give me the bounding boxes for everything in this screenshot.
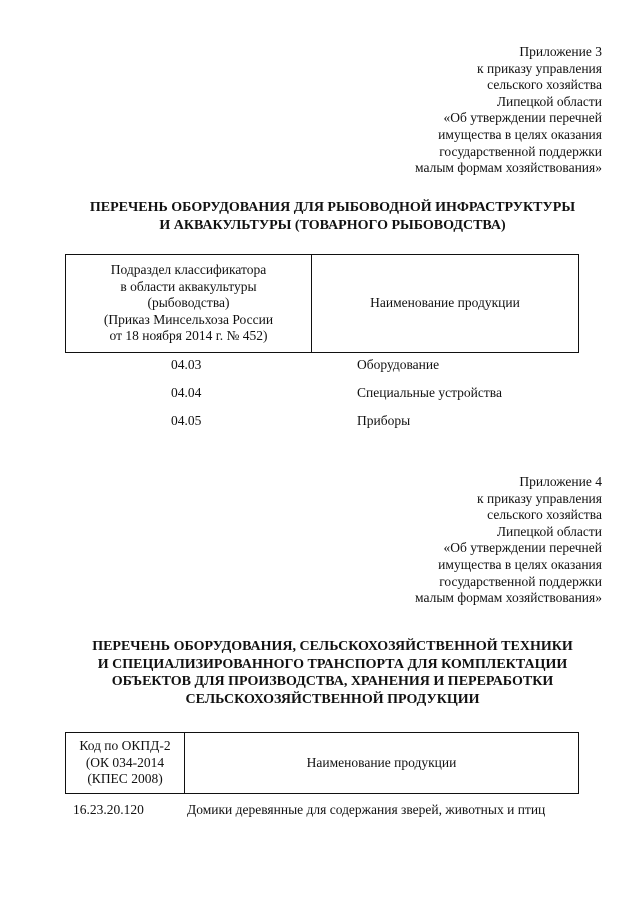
appendix-4-line: государственной поддержки xyxy=(439,573,602,589)
table-1-header-product-name: Наименование продукции xyxy=(312,255,579,353)
list-2-title-line: ОБЪЕКТОВ ДЛЯ ПРОИЗВОДСТВА, ХРАНЕНИЯ И ПЕРЕРАБОТКИ xyxy=(111,674,554,689)
header-line: от 18 ноября 2014 г. № 452) xyxy=(109,328,268,344)
table-2-header-product-name: Наименование продукции xyxy=(185,733,579,794)
list-2-title-line: И СПЕЦИАЛИЗИРОВАННОГО ТРАНСПОРТА ДЛЯ КОМПЛЕКТАЦИИ xyxy=(97,656,568,672)
list-1-title-line: И АКВАКУЛЬТУРЫ (ТОВАРНОГО РЫБОВОДСТВА) xyxy=(159,217,506,233)
list-1-title xyxy=(40,199,625,234)
table-2-header-okpd-code xyxy=(66,733,185,794)
list-2-title-line: СЕЛЬСКОХОЗЯЙСТВЕННОЙ ПРОДУКЦИИ xyxy=(185,691,480,707)
list-2-title xyxy=(40,638,625,708)
row-name: Оборудование xyxy=(357,357,440,372)
appendix-3-line: Липецкой области xyxy=(496,93,602,109)
appendix-3-line: «Об утверждении перечней xyxy=(443,110,602,126)
appendix-3-header xyxy=(415,44,602,177)
header-line: Подраздел классификатора xyxy=(110,262,267,278)
header-line: в области аквакультуры xyxy=(120,278,257,294)
appendix-3-line: Приложение 3 xyxy=(519,44,602,59)
appendix-3-line: государственной поддержки xyxy=(439,143,602,159)
appendix-4-line: к приказу управления xyxy=(477,490,602,506)
table-2-header xyxy=(65,732,579,794)
appendix-3-line: имущества в целях оказания xyxy=(438,126,602,142)
header-line: (КПЕС 2008) xyxy=(87,771,163,787)
table-1-header-classifier xyxy=(66,255,312,353)
appendix-4-line: Липецкой области xyxy=(496,523,602,539)
row-code: 04.05 xyxy=(171,413,202,428)
list-2-title-line: ПЕРЕЧЕНЬ ОБОРУДОВАНИЯ, СЕЛЬСКОХОЗЯЙСТВЕННОЙ ТЕХНИКИ xyxy=(92,639,573,654)
appendix-3-line: малым формам хозяйствования» xyxy=(415,160,602,176)
row-code: 04.04 xyxy=(171,385,202,400)
appendix-3-line: сельского хозяйства xyxy=(487,77,602,93)
list-1-title-line: ПЕРЕЧЕНЬ ОБОРУДОВАНИЯ ДЛЯ РЫБОВОДНОЙ ИНФРАСТРУКТУРЫ xyxy=(89,200,576,215)
appendix-4-header xyxy=(415,474,602,607)
row-code: 04.03 xyxy=(171,357,202,372)
appendix-4-line: имущества в целях оказания xyxy=(438,556,602,572)
table-1-header xyxy=(65,254,579,353)
appendix-4-line: малым формам хозяйствования» xyxy=(415,590,602,606)
header-line: (ОК 034-2014 xyxy=(85,754,165,770)
row-name: Специальные устройства xyxy=(357,385,502,400)
appendix-4-line: Приложение 4 xyxy=(519,474,602,489)
row-code: 16.23.20.120 xyxy=(73,802,144,817)
row-name: Домики деревянные для содержания зверей, животных и птиц xyxy=(187,802,546,817)
header-line: (рыбоводства) xyxy=(147,295,230,311)
appendix-4-line: сельского хозяйства xyxy=(487,507,602,523)
row-name: Приборы xyxy=(357,413,411,428)
appendix-3-line: к приказу управления xyxy=(477,60,602,76)
header-line: Код по ОКПД-2 xyxy=(79,738,171,754)
header-line: (Приказ Минсельхоза России xyxy=(103,311,274,327)
appendix-4-line: «Об утверждении перечней xyxy=(443,540,602,556)
